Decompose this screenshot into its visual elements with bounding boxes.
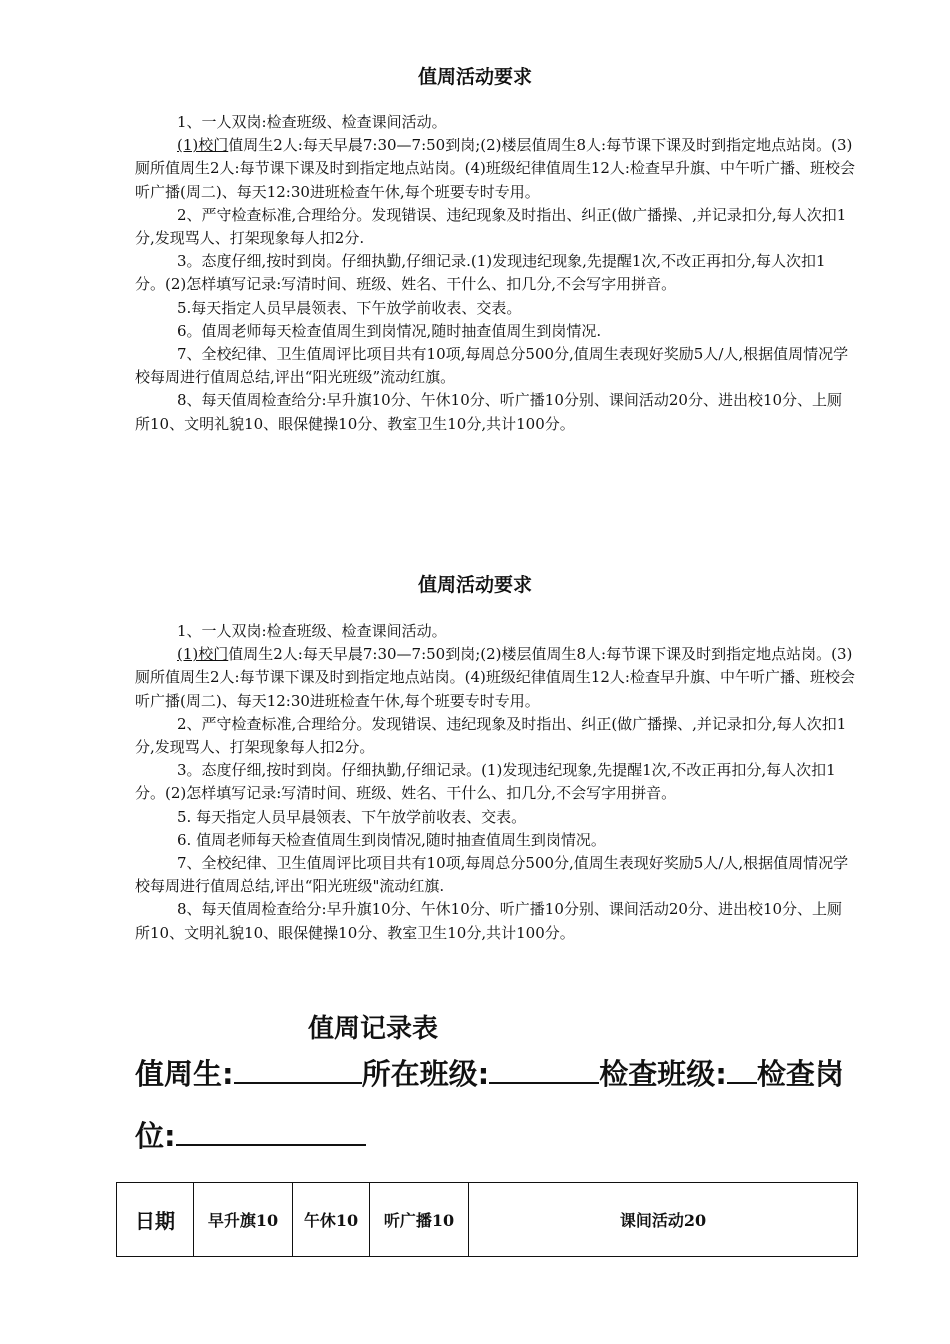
section2-gate-detail: 值周生2人:每天早晨7:30—7:50到岗;(2)楼层值周生8人:每节课下课及时到指定地点站岗。(3)厕所值周生2人:每节课下课及时到指定地点站岗。(4)班级纪律值周生12人:检查早升旗、中午听广播、班校会听广播(周二)、每天12:30进班检查午休,每个班要专时专用。 xyxy=(135,645,855,710)
record-title: 值周记录表 xyxy=(308,1014,439,1044)
header-recess-activity: 课间活动20 xyxy=(469,1183,858,1257)
section2-title: 值周活动要求 xyxy=(417,574,532,596)
section1-item-6: 6。值周老师每天检查值周生到岗情况,随时抽查值周生到岗情况. xyxy=(177,321,602,340)
record-fields-line-1 xyxy=(135,1052,844,1093)
section2-item-3: 3。态度仔细,按时到岗。仔细执勤,仔细记录。(1)发现违纪现象,先提醒1次,不改正再扣分,每人次扣1分。(2)怎样填写记录:写清时间、班级、姓名、干什么、扣几分,不会写字用拼音。 xyxy=(135,761,836,803)
check-class-blank[interactable] xyxy=(727,1054,757,1084)
section2-item-2: 2、严守检查标准,合理给分。发现错误、违纪现象及时指出、纠正(做广播操、,并记录扣分,每人次扣1分,发现骂人、打架现象每人扣2分。 xyxy=(135,714,847,757)
section1-body xyxy=(135,111,855,436)
section2-item-6: 6. 值周老师每天检查值周生到岗情况,随时抽查值周生到岗情况。 xyxy=(177,830,606,849)
section1-item-2: 2、严守检查标准,合理给分。发现错误、违纪现象及时指出、纠正(做广播操、,并记录扣分,每人次扣1分,发现骂人、打架现象每人扣2分. xyxy=(135,205,847,248)
header-date: 日期 xyxy=(117,1183,194,1257)
check-post-label: 检查岗 xyxy=(756,1057,844,1091)
section2-item-7: 7、全校纪律、卫生值周评比项目共有10项,每周总分500分,值周生表现好奖励5人/人,根据值周情况学校每周进行值周总结,评出“阳光班级"流动红旗. xyxy=(135,854,849,896)
section1-item-5: 5.每天指定人员早晨领表、下午放学前收表、交表。 xyxy=(177,298,522,317)
section1-title: 值周活动要求 xyxy=(417,66,532,88)
student-label: 值周生: xyxy=(135,1057,234,1091)
section2-item-5: 5. 每天指定人员早晨领表、下午放学前收表、交表。 xyxy=(177,807,527,826)
section1-item-3: 3。态度仔细,按时到岗。仔细执勤,仔细记录.(1)发现违纪现象,先提醒1次,不改正再扣分,每人次扣1分。(2)怎样填写记录:写清时间、班级、姓名、干什么、扣几分,不会写字用拼音。 xyxy=(135,252,826,294)
header-broadcast: 听广播10 xyxy=(370,1183,469,1257)
check-class-label: 检查班级: xyxy=(599,1057,727,1091)
section1-item-8: 8、每天值周检查给分:早升旗10分、午休10分、听广播10分别、课间活动20分、进出校10分、上厕所10、文明礼貌10、眼保健操10分、教室卫生10分,共计100分。 xyxy=(135,391,843,433)
section2-item-1: 1、一人双岗:检查班级、检查课间活动。 xyxy=(177,622,447,640)
record-table-header-row xyxy=(117,1183,858,1257)
section2-body xyxy=(135,620,855,945)
section2-item-1-detail xyxy=(135,643,855,713)
class-blank[interactable] xyxy=(489,1054,599,1084)
header-nap: 午休10 xyxy=(293,1183,370,1257)
section2-gate-label: (1)校门 xyxy=(177,645,229,664)
section1-item-1-detail xyxy=(135,134,855,204)
check-post-label-end: 位: xyxy=(135,1119,176,1153)
class-label: 所在班级: xyxy=(361,1057,490,1091)
header-flag-raising: 早升旗10 xyxy=(194,1183,293,1257)
section1-item-1: 1、一人双岗:检查班级、检查课间活动。 xyxy=(177,113,447,131)
student-blank[interactable] xyxy=(234,1054,362,1084)
record-table xyxy=(116,1182,858,1257)
section2-item-8: 8、每天值周检查给分:早升旗10分、午休10分、听广播10分别、课间活动20分、进出校10分、上厕所10、文明礼貌10、眼保健操10分、教室卫生10分,共计100分。 xyxy=(135,900,843,942)
record-fields-line-2 xyxy=(135,1114,366,1155)
section1-item-7: 7、全校纪律、卫生值周评比项目共有10项,每周总分500分,值周生表现好奖励5人/人,根据值周情况学校每周进行值周总结,评出“阳光班级”流动红旗。 xyxy=(135,345,849,387)
check-post-blank[interactable] xyxy=(176,1116,366,1146)
section1-gate-detail: 值周生2人:每天早晨7:30—7:50到岗;(2)楼层值周生8人:每节课下课及时到指定地点站岗。(3)厕所值周生2人:每节课下课及时到指定地点站岗。(4)班级纪律值周生12人:检查早升旗、中午听广播、班校会听广播(周二)、每天12:30进班检查午休,每个班要专时专用。 xyxy=(135,136,855,201)
section1-gate-label: (1)校门 xyxy=(177,136,229,155)
